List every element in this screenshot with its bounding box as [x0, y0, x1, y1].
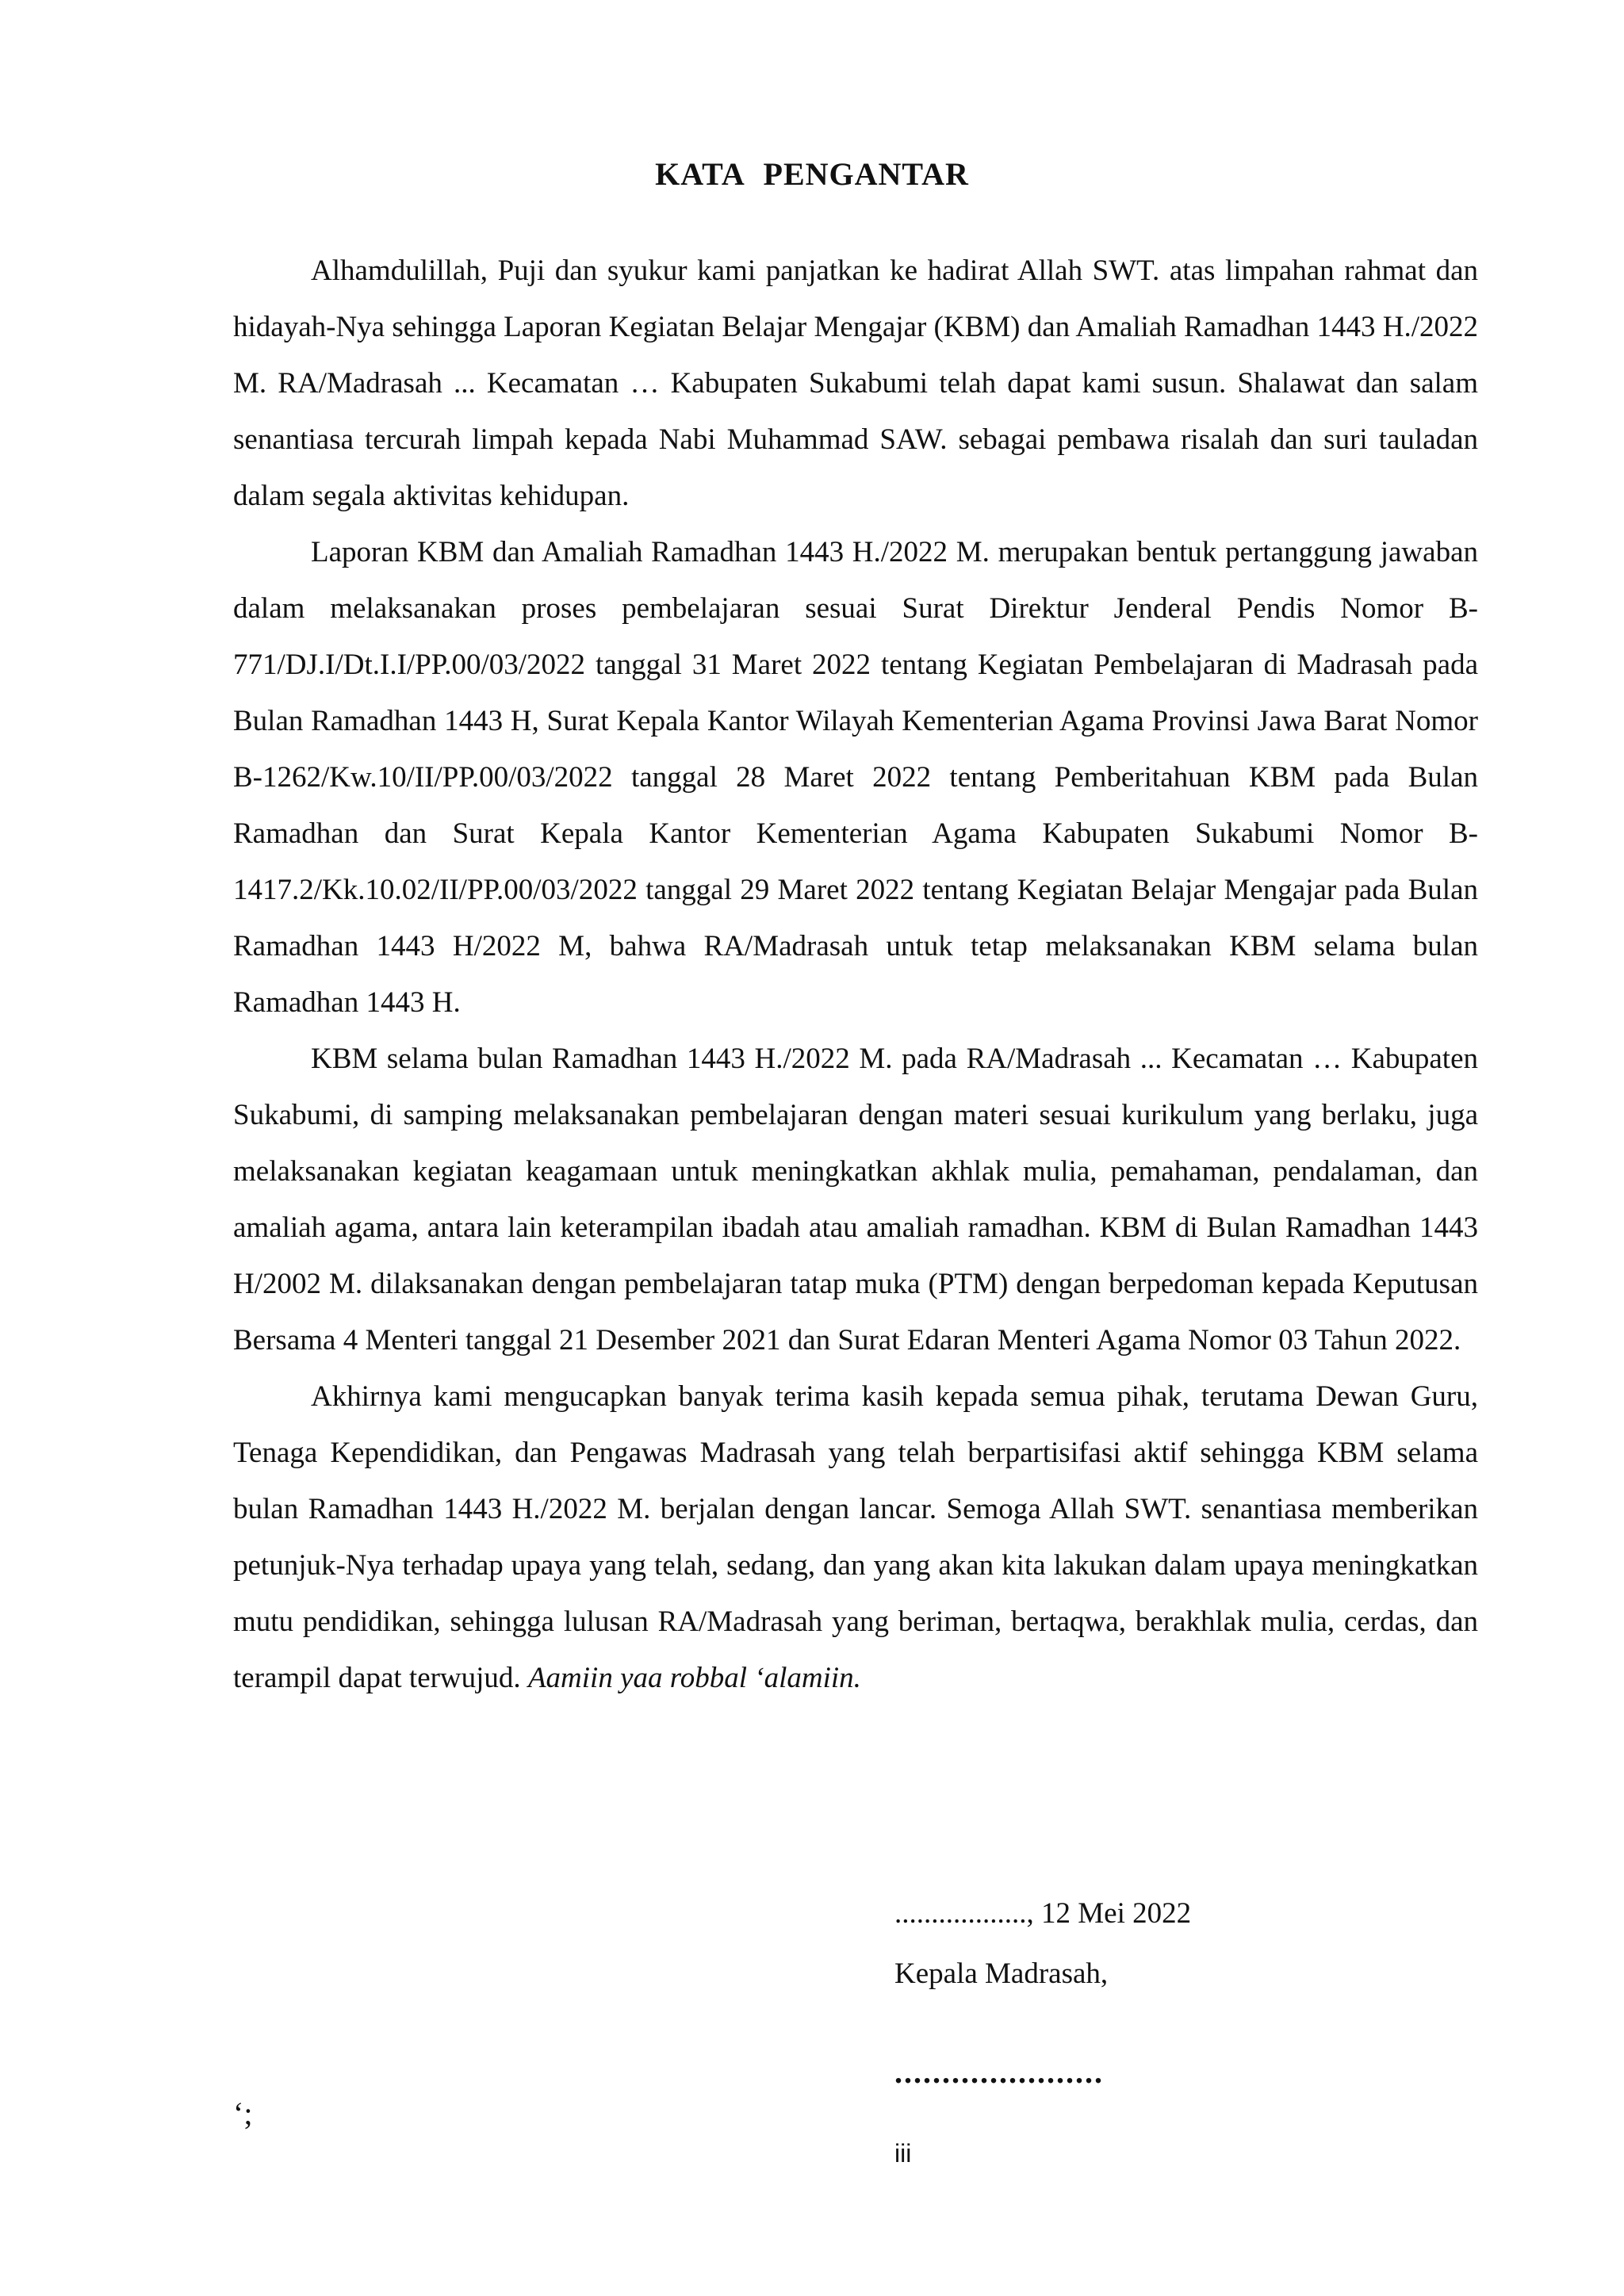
closing-prayer: Aamiin yaa robbal ‘alamiin.: [527, 1662, 861, 1694]
signature-name: ......................: [894, 2054, 1104, 2090]
signature-role: Kepala Madrasah,: [894, 1957, 1109, 1990]
paragraph-2: Laporan KBM dan Amaliah Ramadhan 1443 H./2022 M. merupakan bentuk pertanggung jawaban dalam melaksanakan proses pembelajaran sesuai Surat Direktur Jenderal Pendis Nomor B-771/DJ.I/Dt.I.I/PP.00/03/2022 tanggal 31 Maret 2022 tentang Kegiatan Pembelajaran di Madrasah pada Bulan Ramadhan 1443 H, Surat Kepala Kantor Wilayah Kementerian Agama Provinsi Jawa Barat Nomor B-1262/Kw.10/II/PP.00/03/2022 tanggal 28 Maret 2022 tentang Pemberitahuan KBM pada Bulan Ramadhan dan Surat Kepala Kantor Kementerian Agama Kabupaten Sukabumi Nomor B-1417.2/Kk.10.02/II/PP.00/03/2022 tanggal 29 Maret 2022 tentang Kegiatan Belajar Mengajar pada Bulan Ramadhan 1443 H/2022 M, bahwa RA/Madrasah untuk tetap melaksanakan KBM selama bulan Ramadhan 1443 H.: [233, 536, 1478, 1019]
paragraph-1: Alhamdulillah, Puji dan syukur kami panjatkan ke hadirat Allah SWT. atas limpahan rahmat dan hidayah-Nya sehingga Laporan Kegiatan Belajar Mengajar (KBM) dan Amaliah Ramadhan 1443 H./2022 M. RA/Madrasah ... Kecamatan … Kabupaten Sukabumi telah dapat kami susun. Shalawat dan salam senantiasa tercurah limpah kepada Nabi Muhammad SAW. sebagai pembawa risalah dan suri tauladan dalam segala aktivitas kehidupan.: [233, 254, 1478, 512]
signature-place-date: .................., 12 Mei 2022: [894, 1897, 1192, 1930]
stray-mark: ‘;: [233, 2095, 253, 2131]
paragraph-4: [233, 1368, 1478, 1706]
paragraph-3: KBM selama bulan Ramadhan 1443 H./2022 M. pada RA/Madrasah ... Kecamatan … Kabupaten Sukabumi, di samping melaksanakan pembelajaran dengan materi sesuai kurikulum yang berlaku, juga melaksanakan kegiatan keagamaan untuk meningkatkan akhlak mulia, pemahaman, pendalaman, dan amaliah agama, antara lain keterampilan ibadah atau amaliah ramadhan. KBM di Bulan Ramadhan 1443 H/2002 M. dilaksanakan dengan pembelajaran tatap muka (PTM) dengan berpedoman kepada Keputusan Bersama 4 Menteri tanggal 21 Desember 2021 dan Surat Edaran Menteri Agama Nomor 03 Tahun 2022.: [233, 1043, 1478, 1357]
document-body: [233, 243, 1478, 1706]
page-title: KATA PENGANTAR: [655, 156, 969, 192]
paragraph-4-text: Akhirnya kami mengucapkan banyak terima kasih kepada semua pihak, terutama Dewan Guru, Tenaga Kependidikan, dan Pengawas Madrasah yang telah berpartisifasi aktif sehingga KBM selama bulan Ramadhan 1443 H./2022 M. berjalan dengan lancar. Semoga Allah SWT. senantiasa memberikan petunjuk-Nya terhadap upaya yang telah, sedang, dan yang akan kita lakukan dalam upaya meningkatkan mutu pendidikan, sehingga lulusan RA/Madrasah yang beriman, bertaqwa, berakhlak mulia, cerdas, dan terampil dapat terwujud.: [233, 1380, 1478, 1694]
page-number: iii: [894, 2139, 912, 2168]
